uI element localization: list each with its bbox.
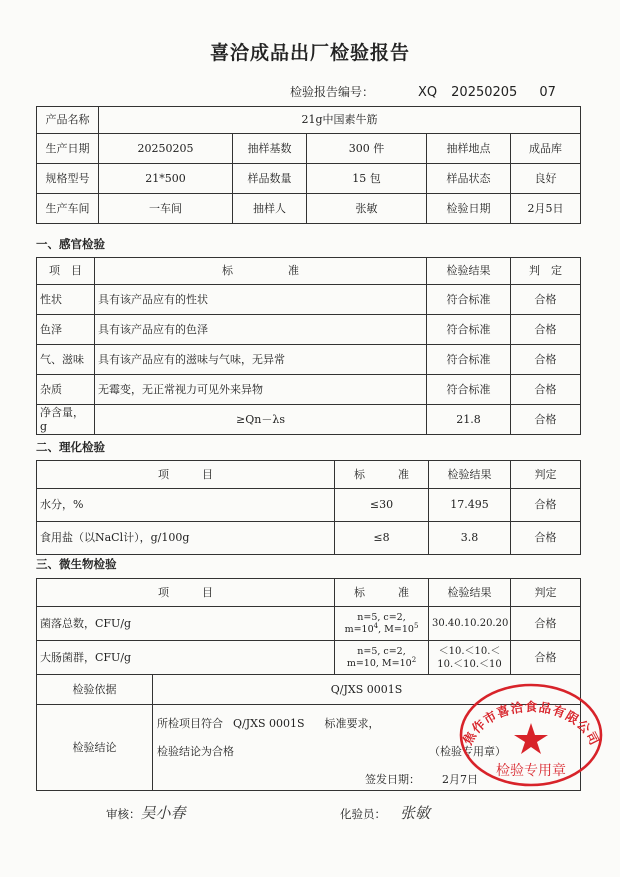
table-row [37, 522, 581, 555]
row-judge: 合格 [511, 315, 581, 345]
sample-qty: 15 包 [307, 164, 427, 194]
std-sep: , M=10 [378, 623, 414, 635]
reviewer-label: 审核： [106, 807, 141, 821]
sensory-header-item: 项 目 [37, 258, 95, 285]
table-row [37, 345, 581, 375]
std-M-exp: 5 [413, 621, 419, 630]
spec-label: 规格型号 [37, 164, 99, 194]
row-item: 净含量，g [37, 405, 95, 435]
row-judge: 合格 [511, 375, 581, 405]
report-number-suffix: 07 [539, 85, 556, 100]
conclusion-line1-a: 所检项目符合 [157, 717, 223, 730]
report-number [290, 83, 556, 100]
sample-base: 300 件 [307, 134, 427, 164]
table-row [37, 489, 581, 522]
report-number-label: 检验报告编号： [290, 85, 375, 99]
row-item: 气、滋味 [37, 345, 95, 375]
conclusion-line1-c: 标准要求， [324, 717, 380, 730]
row-judge: 合格 [511, 641, 581, 675]
std-M-exp: 2 [411, 655, 417, 664]
sample-status: 良好 [511, 164, 581, 194]
row-item: 色泽 [37, 315, 95, 345]
row-result: 17.495 [429, 489, 511, 522]
conclusion-line1-b: Q/JXS 0001S [233, 717, 305, 730]
sign-date-value: 2月7日 [442, 773, 478, 786]
row-judge: 合格 [511, 405, 581, 435]
chemist-label: 化验员： [340, 807, 386, 821]
std-line2 [338, 621, 425, 636]
conclusion-line2: 检验结论为合格 [157, 745, 234, 758]
micro-header-item: 项 目 [37, 579, 335, 607]
result-line2: 10.＜10.＜10 [437, 658, 502, 670]
row-judge: 合格 [511, 607, 581, 641]
conclusion-label: 检验结论 [37, 705, 153, 791]
table-row [37, 405, 581, 435]
row-item: 杂质 [37, 375, 95, 405]
report-title: 喜洽成品出厂检验报告 [209, 42, 410, 64]
section-micro-title: 三、微生物检验 [36, 557, 117, 571]
row-std: ≤8 [335, 522, 429, 555]
row-judge: 合格 [511, 489, 581, 522]
test-date: 2月5日 [511, 194, 581, 224]
basis-value: Q/JXS 0001S [153, 675, 581, 705]
row-item: 菌落总数，CFU/g [37, 607, 335, 641]
svg-text:焦作市喜洽食品有限公司: 焦作市喜洽食品有限公司 [459, 699, 603, 749]
table-row [37, 607, 581, 641]
physchem-table [36, 460, 581, 555]
workshop: 一车间 [99, 194, 233, 224]
row-std [335, 607, 429, 641]
row-result: 21.8 [427, 405, 511, 435]
company-seal [456, 677, 604, 787]
row-judge: 合格 [511, 285, 581, 315]
row-std [335, 641, 429, 675]
chemist-sign [340, 802, 430, 823]
row-item: 食用盐（以NaCl计），g/100g [37, 522, 335, 555]
row-std: 具有该产品应有的色泽 [95, 315, 427, 345]
row-std: 无霉变，无正常视力可见外来异物 [95, 375, 427, 405]
test-date-label: 检验日期 [427, 194, 511, 224]
sign-date-label: 签发日期： [365, 773, 420, 786]
sample-place-label: 抽样地点 [427, 134, 511, 164]
std-sep: , M=10 [375, 657, 412, 669]
sensory-table [36, 257, 581, 435]
sample-place: 成品库 [511, 134, 581, 164]
physchem-header-std: 标 准 [335, 461, 429, 489]
sensory-header-std: 标 准 [95, 258, 427, 285]
result-line1: ＜10.＜10.＜ [438, 645, 501, 657]
physchem-header-result: 检验结果 [429, 461, 511, 489]
report-number-date: 20250205 [451, 85, 518, 100]
info-table [36, 106, 581, 224]
workshop-label: 生产车间 [37, 194, 99, 224]
row-result: 符合标准 [427, 345, 511, 375]
std-m-exp: 4 [373, 621, 379, 630]
sensory-header-result: 检验结果 [427, 258, 511, 285]
row-item: 水分，% [37, 489, 335, 522]
basis-label: 检验依据 [37, 675, 153, 705]
reviewer-sign [106, 802, 186, 823]
product-name: 21g中国素牛筋 [99, 107, 581, 134]
prod-date-label: 生产日期 [37, 134, 99, 164]
sample-base-label: 抽样基数 [233, 134, 307, 164]
row-judge: 合格 [511, 345, 581, 375]
report-number-prefix: XQ [418, 85, 438, 100]
section-sensory-title: 一、感官检验 [36, 237, 105, 251]
row-result: 符合标准 [427, 285, 511, 315]
sample-status-label: 样品状态 [427, 164, 511, 194]
sample-qty-label: 样品数量 [233, 164, 307, 194]
table-row [37, 375, 581, 405]
row-std: ≤30 [335, 489, 429, 522]
sampler: 张敏 [307, 194, 427, 224]
row-result: 符合标准 [427, 315, 511, 345]
product-name-label: 产品名称 [37, 107, 99, 134]
row-result: 符合标准 [427, 375, 511, 405]
svg-text:检验专用章: 检验专用章 [496, 763, 566, 779]
reviewer-signature: 吴小春 [140, 804, 186, 822]
row-item: 性状 [37, 285, 95, 315]
row-judge: 合格 [511, 522, 581, 555]
physchem-header-judge: 判定 [511, 461, 581, 489]
micro-table [36, 578, 581, 675]
sensory-header-judge: 判 定 [511, 258, 581, 285]
std-line2 [338, 655, 425, 670]
row-std: 具有该产品应有的滋味与气味，无异常 [95, 345, 427, 375]
micro-header-result: 检验结果 [429, 579, 511, 607]
micro-header-std: 标 准 [335, 579, 429, 607]
std-m: m=10 [344, 623, 374, 635]
table-row [37, 315, 581, 345]
table-row [37, 285, 581, 315]
chemist-signature: 张敏 [400, 804, 431, 822]
sampler-label: 抽样人 [233, 194, 307, 224]
row-result: 30.40.10.20.20 [429, 607, 511, 641]
section-physchem-title: 二、理化检验 [36, 440, 105, 454]
row-result: 3.8 [429, 522, 511, 555]
prod-date: 20250205 [99, 134, 233, 164]
std-line1: n=5, c=2, [357, 611, 406, 623]
micro-header-judge: 判定 [511, 579, 581, 607]
seal-note: （检验专用章） [429, 745, 506, 758]
physchem-header-item: 项 目 [37, 461, 335, 489]
row-result [429, 641, 511, 675]
table-row [37, 641, 581, 675]
spec: 21*500 [99, 164, 233, 194]
std-line1: n=5, c=2, [357, 645, 406, 657]
conclusion-line1 [157, 717, 380, 731]
row-item: 大肠菌群，CFU/g [37, 641, 335, 675]
row-std: 具有该产品应有的性状 [95, 285, 427, 315]
std-m: m=10 [346, 657, 376, 669]
row-std: ≥Qn－λs [95, 405, 427, 435]
